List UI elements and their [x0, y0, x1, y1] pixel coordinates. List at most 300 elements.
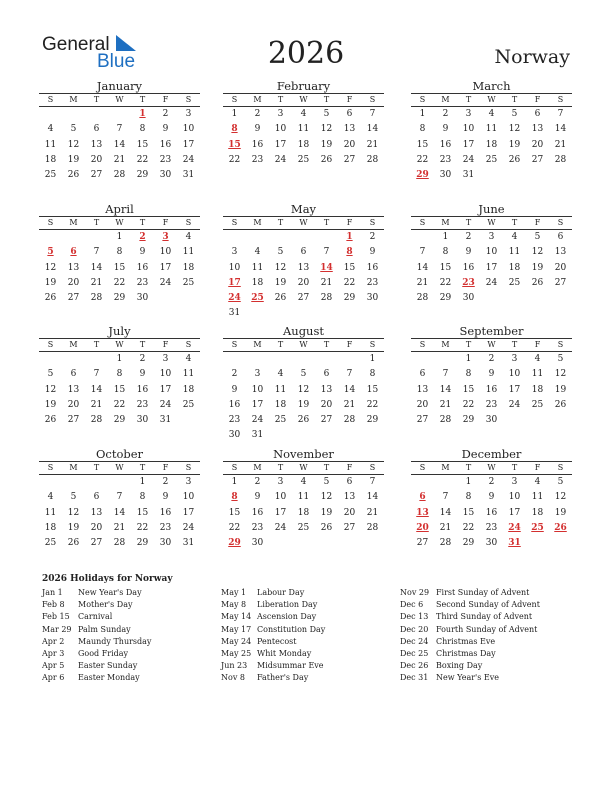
holiday-date: Jun 23 — [221, 661, 248, 671]
day-cell: 24 — [274, 522, 287, 533]
holiday-day: 23 — [462, 277, 475, 288]
holiday-day: 29 — [228, 538, 241, 549]
day-cell: 19 — [531, 262, 544, 273]
day-cell: 26 — [274, 293, 287, 304]
day-cell: 27 — [320, 415, 333, 426]
month-name: April — [105, 202, 134, 216]
day-cell: 23 — [251, 154, 264, 165]
day-cell: 29 — [113, 415, 126, 426]
holiday-name: Boxing Day — [436, 661, 483, 671]
day-cell: 22 — [366, 399, 379, 410]
day-cell: 23 — [228, 415, 241, 426]
weekday-label: M — [253, 218, 262, 227]
holiday-day: 6 — [419, 492, 426, 503]
weekday-label: T — [323, 340, 330, 349]
holiday-date: Apr 5 — [42, 661, 65, 671]
day-cell: 30 — [485, 415, 498, 426]
day-cell: 28 — [439, 538, 452, 549]
day-cell: 20 — [67, 277, 80, 288]
holiday-date: Dec 6 — [400, 600, 424, 610]
day-cell: 4 — [300, 109, 307, 119]
day-cell: 17 — [159, 262, 172, 273]
day-cell: 28 — [366, 154, 379, 165]
weekday-label: M — [69, 463, 78, 472]
day-cell: 7 — [442, 369, 449, 380]
day-cell: 6 — [557, 232, 564, 242]
day-cell: 30 — [439, 170, 452, 181]
empty-cell — [62, 107, 85, 122]
holiday-name: Easter Monday — [78, 673, 140, 683]
day-cell: 1 — [465, 477, 472, 487]
weekday-label: T — [465, 340, 472, 349]
day-cell: 13 — [320, 384, 333, 395]
day-cell: 16 — [439, 139, 452, 150]
weekday-label: S — [419, 95, 426, 104]
day-cell: 5 — [534, 232, 541, 242]
day-cell: 24 — [182, 154, 195, 165]
holiday-column — [400, 587, 540, 685]
day-cell: 24 — [159, 399, 172, 410]
day-cell: 26 — [531, 277, 544, 288]
day-cell: 22 — [343, 277, 356, 288]
holiday-day: 8 — [231, 492, 238, 503]
day-cell: 11 — [251, 262, 264, 273]
weekday-header — [39, 93, 200, 107]
month-may — [223, 202, 384, 322]
month-april — [39, 202, 200, 306]
empty-cell — [85, 230, 108, 245]
day-cell: 15 — [366, 384, 379, 395]
holiday-name: Liberation Day — [257, 600, 318, 610]
weekday-label: M — [441, 340, 450, 349]
month-december — [411, 447, 572, 551]
day-cell: 14 — [366, 124, 379, 135]
day-cell: 21 — [90, 277, 103, 288]
day-cell: 2 — [488, 354, 495, 364]
day-cell: 30 — [251, 538, 264, 549]
day-cell: 9 — [139, 247, 146, 258]
weekday-label: T — [511, 340, 518, 349]
day-cell: 13 — [67, 384, 80, 395]
day-cell: 17 — [274, 507, 287, 518]
weekday-label: M — [441, 463, 450, 472]
weekday-label: F — [346, 463, 353, 472]
empty-cell — [39, 475, 62, 490]
day-cell: 11 — [44, 507, 57, 518]
holiday-day: 24 — [508, 522, 521, 533]
month-name: December — [461, 447, 522, 461]
day-cell: 25 — [182, 277, 195, 288]
day-cell: 21 — [366, 139, 379, 150]
weekday-label: T — [277, 95, 284, 104]
day-cell: 11 — [531, 492, 544, 503]
day-cell: 20 — [90, 154, 103, 165]
day-cell: 16 — [366, 262, 379, 273]
day-cell: 29 — [439, 293, 452, 304]
day-cell: 25 — [485, 154, 498, 165]
holiday-row — [221, 587, 325, 599]
day-cell: 18 — [297, 139, 310, 150]
day-cell: 8 — [419, 124, 426, 135]
weekday-label: F — [534, 340, 541, 349]
holiday-day: 1 — [139, 109, 146, 119]
day-cell: 5 — [300, 369, 307, 380]
day-cell: 20 — [531, 139, 544, 150]
weekday-label: W — [115, 218, 124, 227]
day-cell: 12 — [554, 492, 567, 503]
empty-cell — [39, 107, 62, 122]
month-name: June — [478, 202, 505, 216]
empty-cell — [292, 230, 315, 245]
weekday-label: T — [465, 95, 472, 104]
day-cell: 12 — [297, 384, 310, 395]
day-cell: 8 — [139, 492, 146, 503]
weekday-label: W — [299, 340, 308, 349]
day-cell: 10 — [182, 124, 195, 135]
day-cell: 12 — [67, 507, 80, 518]
day-cell: 3 — [511, 477, 518, 487]
empty-cell — [85, 475, 108, 490]
holiday-date: May 8 — [221, 600, 247, 610]
holiday-day: 1 — [346, 232, 353, 242]
day-cell: 20 — [67, 399, 80, 410]
day-cell: 10 — [485, 247, 498, 258]
day-cell: 20 — [416, 399, 429, 410]
holiday-date: Feb 8 — [42, 600, 65, 610]
empty-cell — [85, 352, 108, 367]
holiday-day: 25 — [531, 522, 544, 533]
weekday-label: T — [511, 218, 518, 227]
day-cell: 4 — [47, 492, 54, 503]
day-cell: 24 — [508, 399, 521, 410]
day-cell: 15 — [228, 507, 241, 518]
day-cell: 11 — [182, 247, 195, 258]
day-cell: 6 — [93, 124, 100, 135]
weekday-label: S — [231, 463, 238, 472]
weekday-label: S — [369, 95, 376, 104]
day-cell: 9 — [488, 369, 495, 380]
weekday-label: F — [346, 340, 353, 349]
day-cell: 16 — [159, 507, 172, 518]
day-cell: 18 — [274, 399, 287, 410]
day-cell: 24 — [274, 154, 287, 165]
day-cell: 13 — [343, 124, 356, 135]
day-cell: 3 — [511, 354, 518, 364]
empty-cell — [39, 230, 62, 245]
day-cell: 19 — [274, 277, 287, 288]
weekday-label: S — [185, 463, 192, 472]
month-name: March — [472, 79, 511, 93]
day-cell: 14 — [366, 492, 379, 503]
day-cell: 13 — [531, 124, 544, 135]
day-cell: 15 — [113, 262, 126, 273]
holiday-day: 25 — [251, 293, 264, 304]
day-cell: 26 — [67, 538, 80, 549]
day-cell: 16 — [228, 399, 241, 410]
holiday-day: 8 — [231, 124, 238, 135]
day-cell: 29 — [366, 415, 379, 426]
weekday-label: W — [299, 95, 308, 104]
day-cell: 27 — [343, 154, 356, 165]
day-cell: 28 — [90, 293, 103, 304]
day-cell: 12 — [508, 124, 521, 135]
day-cell: 24 — [485, 277, 498, 288]
holiday-name: Christmas Day — [436, 648, 496, 658]
holiday-day: 14 — [320, 262, 333, 273]
weekday-label: T — [93, 463, 100, 472]
day-cell: 4 — [534, 477, 541, 487]
weekday-label: F — [162, 340, 169, 349]
holiday-date: Dec 26 — [400, 661, 429, 671]
holiday-row — [42, 624, 151, 636]
day-cell: 30 — [159, 170, 172, 181]
day-cell: 4 — [185, 354, 192, 364]
day-cell: 25 — [274, 415, 287, 426]
weekday-label: S — [419, 463, 426, 472]
holiday-row — [400, 599, 540, 611]
weekday-header — [39, 216, 200, 230]
day-cell: 14 — [113, 507, 126, 518]
day-cell: 22 — [113, 277, 126, 288]
day-cell: 7 — [93, 247, 100, 258]
day-cell: 20 — [343, 139, 356, 150]
day-cell: 6 — [419, 369, 426, 380]
empty-cell — [223, 352, 246, 367]
day-cell: 23 — [136, 399, 149, 410]
day-grid — [223, 230, 384, 322]
weekday-label: F — [162, 218, 169, 227]
empty-cell — [39, 352, 62, 367]
day-cell: 18 — [44, 154, 57, 165]
weekday-label: M — [69, 340, 78, 349]
day-cell: 6 — [346, 109, 353, 119]
day-cell: 22 — [228, 522, 241, 533]
weekday-label: W — [487, 218, 496, 227]
day-cell: 4 — [185, 232, 192, 242]
day-cell: 7 — [557, 109, 564, 119]
empty-cell — [108, 475, 131, 490]
holiday-row — [42, 587, 151, 599]
holiday-day: 31 — [508, 538, 521, 549]
day-cell: 23 — [159, 154, 172, 165]
day-cell: 6 — [323, 369, 330, 380]
day-grid — [223, 107, 384, 168]
day-cell: 28 — [554, 154, 567, 165]
weekday-label: S — [557, 95, 564, 104]
weekday-label: S — [369, 340, 376, 349]
day-cell: 22 — [228, 154, 241, 165]
day-cell: 1 — [116, 354, 123, 364]
day-cell: 7 — [116, 124, 123, 135]
day-cell: 24 — [462, 154, 475, 165]
day-cell: 25 — [297, 154, 310, 165]
day-cell: 16 — [251, 507, 264, 518]
day-cell: 15 — [113, 384, 126, 395]
weekday-label: W — [487, 463, 496, 472]
day-cell: 25 — [182, 399, 195, 410]
day-cell: 6 — [93, 492, 100, 503]
weekday-label: T — [93, 95, 100, 104]
day-cell: 8 — [116, 369, 123, 380]
day-cell: 1 — [116, 232, 123, 242]
holiday-name: Second Sunday of Advent — [436, 600, 540, 610]
calendar-year: 2026 — [267, 36, 345, 71]
day-cell: 30 — [485, 538, 498, 549]
day-cell: 5 — [557, 354, 564, 364]
holiday-date: Mar 29 — [42, 624, 72, 634]
day-cell: 31 — [251, 430, 264, 441]
empty-cell — [411, 230, 434, 245]
holiday-date: May 1 — [221, 588, 247, 597]
weekday-label: S — [557, 463, 564, 472]
weekday-label: S — [231, 95, 238, 104]
day-grid — [411, 107, 572, 183]
holiday-day: 17 — [228, 277, 241, 288]
day-cell: 17 — [159, 384, 172, 395]
day-cell: 2 — [162, 109, 169, 119]
day-cell: 7 — [369, 477, 376, 487]
holiday-date: Dec 24 — [400, 636, 429, 646]
day-cell: 3 — [488, 232, 495, 242]
day-cell: 11 — [508, 247, 521, 258]
day-cell: 5 — [557, 477, 564, 487]
weekday-label: F — [534, 95, 541, 104]
weekday-label: M — [253, 95, 262, 104]
day-cell: 18 — [44, 522, 57, 533]
holiday-day: 3 — [162, 232, 169, 242]
day-cell: 28 — [416, 293, 429, 304]
day-cell: 20 — [320, 399, 333, 410]
day-cell: 5 — [511, 109, 518, 119]
day-cell: 28 — [366, 522, 379, 533]
day-cell: 27 — [531, 154, 544, 165]
weekday-label: S — [557, 218, 564, 227]
holiday-row — [400, 624, 540, 636]
weekday-header — [411, 216, 572, 230]
weekday-header — [223, 93, 384, 107]
day-cell: 31 — [228, 308, 241, 319]
holiday-name: Pentecost — [257, 636, 297, 646]
empty-cell — [434, 475, 457, 490]
day-cell: 21 — [416, 277, 429, 288]
empty-cell — [411, 352, 434, 367]
empty-cell — [108, 107, 131, 122]
day-cell: 17 — [274, 139, 287, 150]
day-cell: 7 — [93, 369, 100, 380]
holiday-name: Good Friday — [78, 648, 129, 658]
day-cell: 26 — [44, 293, 57, 304]
weekday-label: W — [115, 463, 124, 472]
weekday-header — [411, 461, 572, 475]
day-cell: 3 — [277, 109, 284, 119]
holiday-date: Dec 25 — [400, 648, 429, 658]
day-cell: 8 — [116, 247, 123, 258]
holiday-row — [42, 660, 151, 672]
weekday-label: T — [139, 95, 146, 104]
logo-general-text: General — [42, 34, 110, 55]
day-cell: 9 — [231, 384, 238, 395]
day-cell: 17 — [182, 507, 195, 518]
day-cell: 2 — [488, 477, 495, 487]
holiday-day: 26 — [554, 522, 567, 533]
empty-cell — [292, 352, 315, 367]
day-cell: 5 — [70, 124, 77, 135]
day-cell: 26 — [320, 154, 333, 165]
day-cell: 9 — [488, 492, 495, 503]
holiday-name: First Sunday of Advent — [436, 588, 530, 597]
day-cell: 18 — [508, 262, 521, 273]
day-cell: 27 — [67, 293, 80, 304]
holiday-row — [221, 599, 325, 611]
weekday-label: M — [253, 340, 262, 349]
empty-cell — [315, 352, 338, 367]
day-cell: 11 — [531, 369, 544, 380]
day-cell: 4 — [277, 369, 284, 380]
day-cell: 26 — [67, 170, 80, 181]
day-cell: 13 — [343, 492, 356, 503]
day-cell: 29 — [136, 170, 149, 181]
day-cell: 17 — [508, 384, 521, 395]
holiday-day: 8 — [346, 247, 353, 258]
empty-cell — [338, 352, 361, 367]
weekday-label: S — [369, 218, 376, 227]
day-cell: 22 — [136, 522, 149, 533]
holiday-date: Apr 3 — [42, 648, 65, 658]
day-cell: 16 — [485, 384, 498, 395]
day-cell: 2 — [369, 232, 376, 242]
holiday-day: 20 — [416, 522, 429, 533]
day-cell: 22 — [136, 154, 149, 165]
day-cell: 27 — [90, 538, 103, 549]
weekday-label: S — [47, 463, 54, 472]
day-cell: 28 — [320, 293, 333, 304]
day-cell: 9 — [254, 492, 261, 503]
day-cell: 10 — [508, 369, 521, 380]
day-cell: 28 — [439, 415, 452, 426]
day-cell: 25 — [531, 399, 544, 410]
day-cell: 5 — [70, 492, 77, 503]
day-cell: 14 — [113, 139, 126, 150]
day-grid — [223, 352, 384, 444]
day-cell: 17 — [182, 139, 195, 150]
holiday-row — [42, 672, 151, 684]
day-cell: 28 — [113, 170, 126, 181]
day-grid — [39, 107, 200, 183]
day-cell: 19 — [297, 399, 310, 410]
empty-cell — [223, 230, 246, 245]
day-cell: 31 — [182, 538, 195, 549]
day-cell: 22 — [462, 522, 475, 533]
holiday-row — [400, 672, 540, 684]
weekday-label: S — [185, 95, 192, 104]
day-grid — [223, 475, 384, 551]
holiday-column — [42, 587, 151, 685]
day-grid — [411, 475, 572, 551]
weekday-label: S — [47, 95, 54, 104]
holiday-column — [221, 587, 325, 685]
month-june — [411, 202, 572, 306]
day-cell: 3 — [231, 247, 238, 258]
day-cell: 29 — [113, 293, 126, 304]
day-cell: 10 — [508, 492, 521, 503]
day-cell: 22 — [462, 399, 475, 410]
weekday-label: M — [253, 463, 262, 472]
weekday-label: F — [534, 463, 541, 472]
day-cell: 4 — [534, 354, 541, 364]
day-cell: 10 — [274, 492, 287, 503]
day-cell: 12 — [67, 139, 80, 150]
day-cell: 16 — [136, 384, 149, 395]
